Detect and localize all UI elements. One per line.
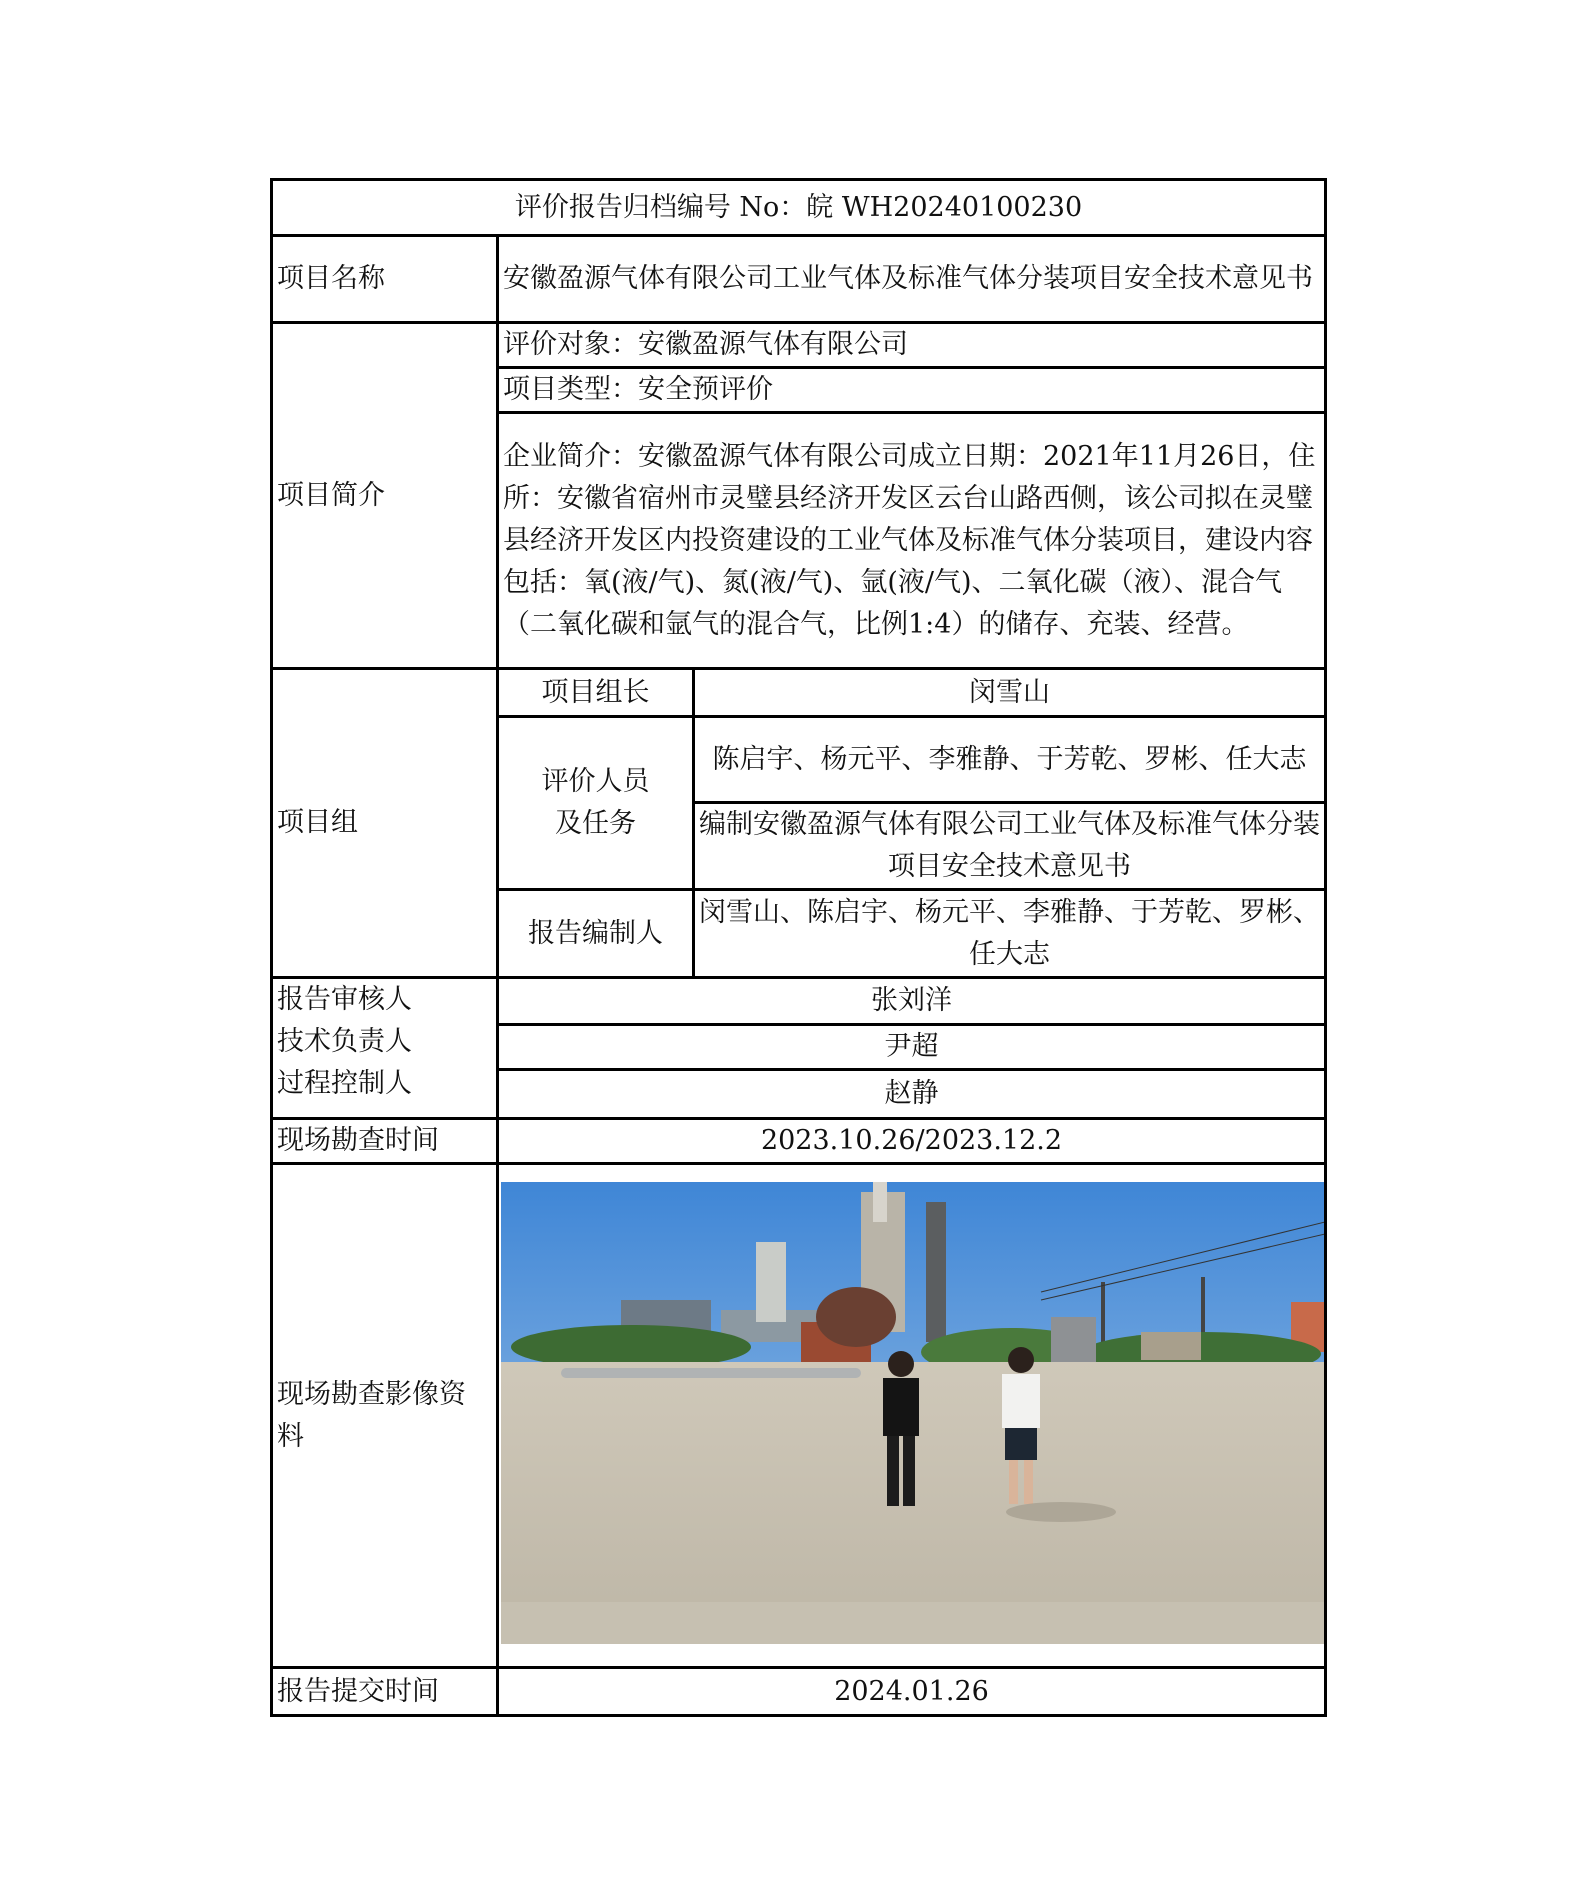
project-group-label: 项目组 bbox=[272, 669, 498, 978]
process-ctrl-value: 赵静 bbox=[498, 1070, 1326, 1119]
submit-time-value: 2024.01.26 bbox=[498, 1668, 1326, 1716]
survey-time-label: 现场勘查时间 bbox=[272, 1119, 498, 1164]
project-type: 项目类型：安全预评价 bbox=[498, 368, 1326, 413]
reviewer-value: 张刘洋 bbox=[498, 978, 1326, 1025]
survey-photo-cell bbox=[498, 1164, 1326, 1668]
company-intro: 企业简介：安徽盈源气体有限公司成立日期：2021年11月26日，住所：安徽省宿州市灵璧县经济开发区云台山路西侧，该公司拟在灵璧县经济开发区内投资建设的工业气体及标准气体分装项目，建设内容包括：氧(液/气)、氮(液/气)、氩(液/气)、二氧化碳（液）、混合气（二氧化碳和氩气的混合气，比例1:4）的储存、充装、经营。 bbox=[498, 413, 1326, 669]
leader-label: 项目组长 bbox=[498, 669, 694, 717]
tech-lead-label: 技术负责人 bbox=[277, 1026, 412, 1057]
project-name-value: 安徽盈源气体有限公司工业气体及标准气体分装项目安全技术意见书 bbox=[498, 236, 1326, 323]
reviewer-label: 报告审核人 bbox=[277, 984, 412, 1015]
compilers-label: 报告编制人 bbox=[498, 890, 694, 978]
eval-object: 评价对象：安徽盈源气体有限公司 bbox=[498, 323, 1326, 368]
archive-table bbox=[270, 178, 1327, 1717]
archive-number: 评价报告归档编号 No：皖 WH20240100230 bbox=[272, 180, 1326, 236]
tech-lead-value: 尹超 bbox=[498, 1025, 1326, 1070]
task-value: 编制安徽盈源气体有限公司工业气体及标准气体分装项目安全技术意见书 bbox=[694, 803, 1326, 890]
review-labels bbox=[272, 978, 498, 1119]
project-name-label: 项目名称 bbox=[272, 236, 498, 323]
process-ctrl-label: 过程控制人 bbox=[277, 1068, 412, 1099]
evaluators-value: 陈启宇、杨元平、李雅静、于芳乾、罗彬、任大志 bbox=[694, 717, 1326, 803]
survey-images-label: 现场勘查影像资料 bbox=[272, 1164, 498, 1668]
site-photo-illustration bbox=[501, 1182, 1325, 1644]
evaluators-label: 评价人员及任务 bbox=[498, 717, 694, 890]
leader-value: 闵雪山 bbox=[694, 669, 1326, 717]
compilers-value: 闵雪山、陈启宇、杨元平、李雅静、于芳乾、罗彬、任大志 bbox=[694, 890, 1326, 978]
submit-time-label: 报告提交时间 bbox=[272, 1668, 498, 1716]
project-intro-label: 项目简介 bbox=[272, 323, 498, 669]
site-survey-photo bbox=[501, 1182, 1325, 1644]
survey-time-value: 2023.10.26/2023.12.2 bbox=[498, 1119, 1326, 1164]
